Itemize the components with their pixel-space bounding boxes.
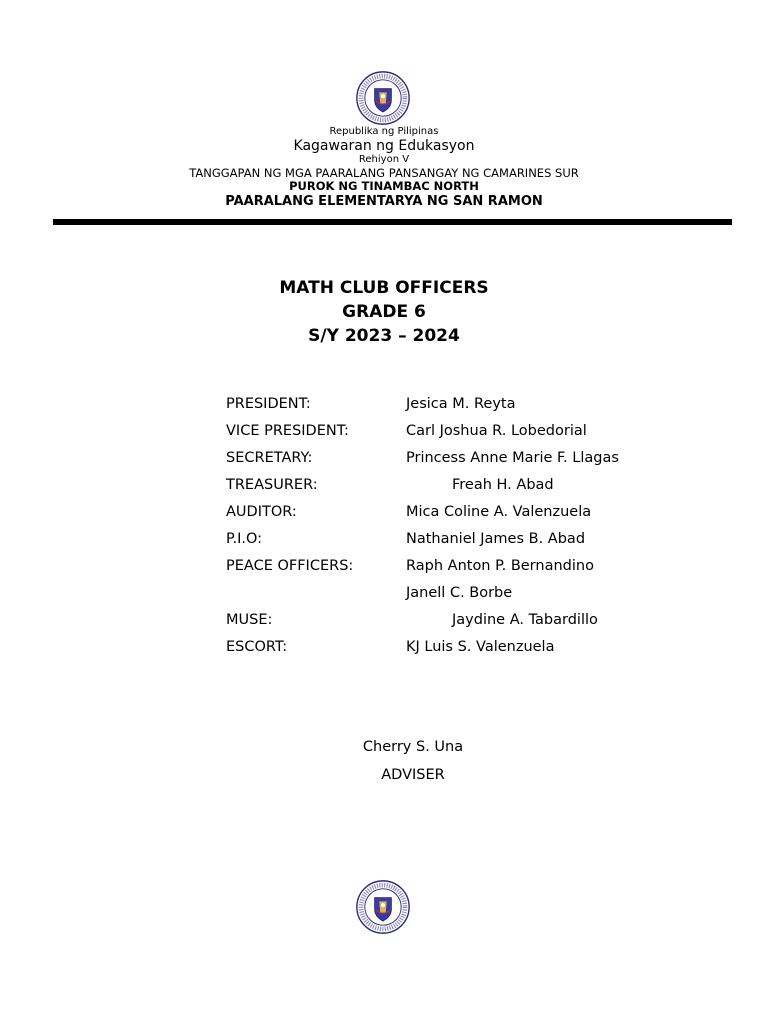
officer-role: SECRETARY: [226,450,313,466]
officer-name: Mica Coline A. Valenzuela [406,504,592,520]
officer-name: Jaydine A. Tabardillo [452,612,598,628]
officer-name: KJ Luis S. Valenzuela [406,639,555,655]
officer-role: TREASURER: [226,477,318,493]
deped-seal-top [355,70,411,126]
republic-label: Republika ng Pilipinas [329,126,439,137]
school-label: PAARALANG ELEMENTARYA NG SAN RAMON [225,194,543,209]
grade-label: GRADE 6 [342,302,426,322]
officer-role: PEACE OFFICERS: [226,558,354,574]
department-label: Kagawaran ng Edukasyon [293,138,475,154]
officer-name: Raph Anton P. Bernandino [406,558,594,574]
document-title: MATH CLUB OFFICERS [279,278,489,298]
adviser-title: ADVISER [381,767,445,783]
officer-role: AUDITOR: [226,504,297,520]
officer-role: ESCORT: [226,639,288,655]
officer-role: VICE PRESIDENT: [226,423,349,439]
region-label: Rehiyon V [358,154,410,165]
officer-name: Janell C. Borbe [406,585,513,601]
officer-role: MUSE: [226,612,273,628]
division-office-label: TANGGAPAN NG MGA PAARALANG PANSANGAY NG CAMARINES SUR [189,166,579,180]
officer-name: Jesica M. Reyta [406,396,516,412]
officer-name: Freah H. Abad [452,477,554,493]
officer-name: Nathaniel James B. Abad [406,531,586,547]
adviser-name: Cherry S. Una [362,739,464,755]
officer-name: Carl Joshua R. Lobedorial [406,423,587,439]
officer-name: Princess Anne Marie F. Llagas [406,450,619,466]
district-label: PUROK NG TINAMBAC NORTH [289,179,479,193]
officer-role: PRESIDENT: [226,396,311,412]
deped-seal-bottom [355,879,411,935]
school-year-label: S/Y 2023 – 2024 [308,326,460,346]
officer-role: P.I.O: [226,531,263,547]
header-divider [53,219,732,225]
